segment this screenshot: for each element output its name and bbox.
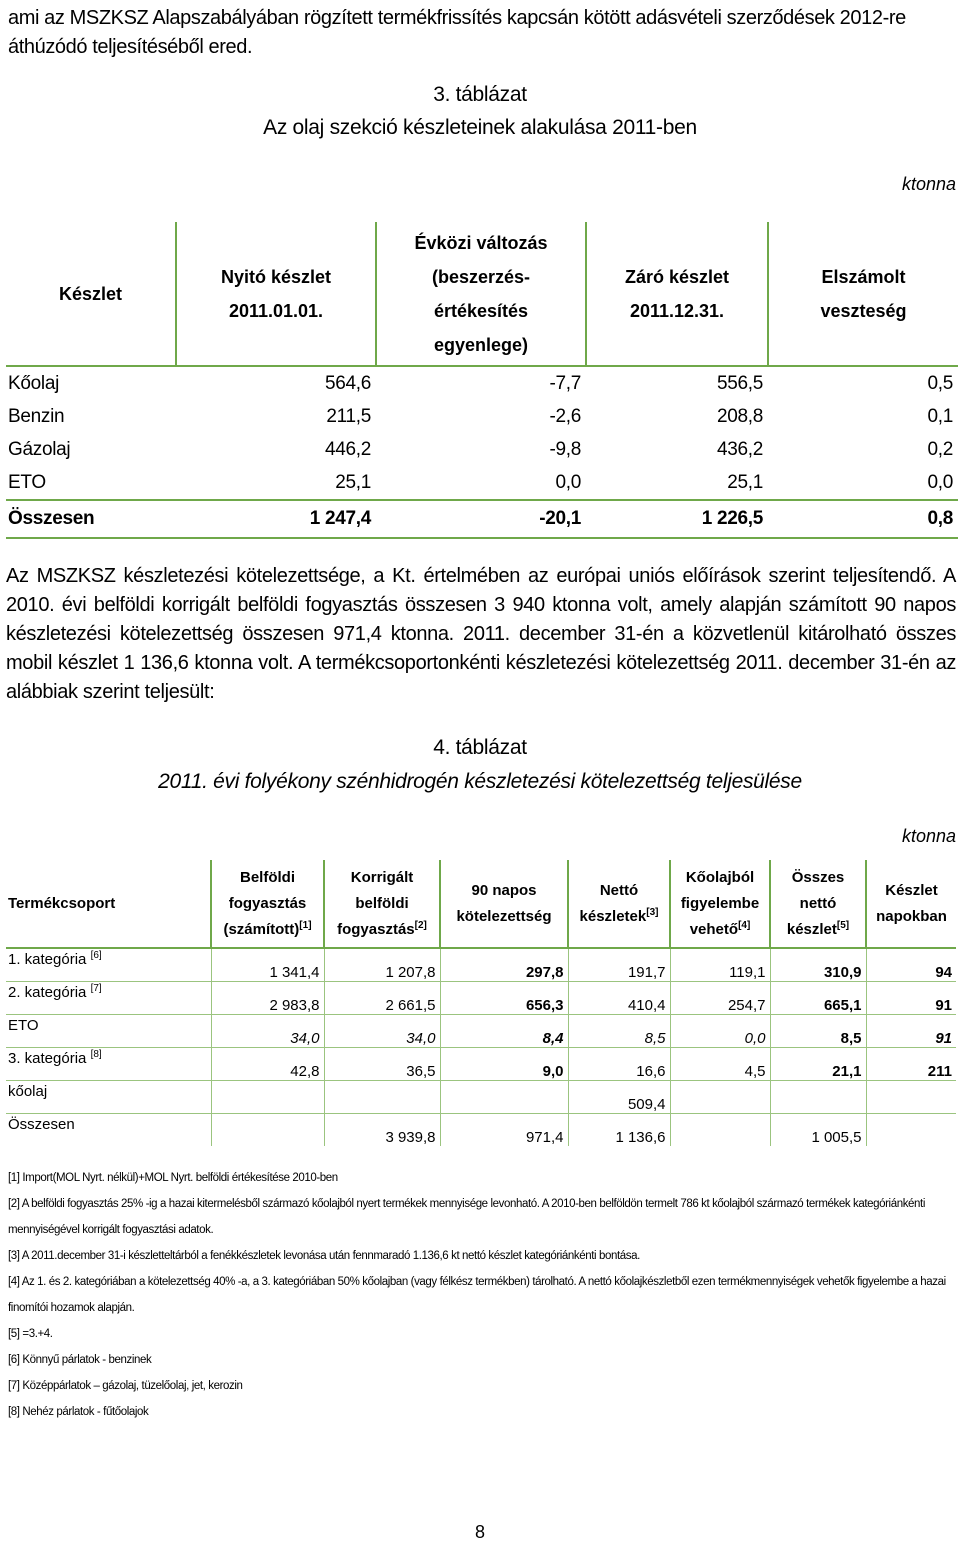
cell: 34,0: [211, 1015, 324, 1048]
cell: 410,4: [568, 982, 670, 1015]
row-label: kőolaj: [6, 1081, 211, 1114]
intro-paragraph: ami az MSZKSZ Alapszabályában rögzített termékfrissítés kapcsán kötött adásvételi szerződések 2012-re áthúzódó teljesítéséből ered.: [8, 7, 906, 58]
cell-opening: 25,1: [335, 471, 371, 493]
cell: 16,6: [568, 1048, 670, 1081]
row-label: Összesen: [6, 500, 176, 538]
cell: [670, 1114, 770, 1147]
row-label: Benzin: [8, 405, 65, 427]
footnote: [1] Import(MOL Nyrt. nélkül)+MOL Nyrt. belföldi értékesítése 2010-ben: [8, 1172, 338, 1184]
cell: 0,0: [670, 1015, 770, 1048]
table-row: [6, 366, 958, 400]
cell-closing: 436,2: [716, 438, 763, 460]
cell: 8,4: [440, 1015, 568, 1048]
table4-header-domestic: Belföldi fogyasztás (számított)[1]: [211, 860, 324, 948]
cell-closing: 208,8: [716, 405, 763, 427]
cell: 4,5: [670, 1048, 770, 1081]
table4-header-corrected: Korrigált belföldi fogyasztás[2]: [324, 860, 440, 948]
cell-closing: 25,1: [727, 471, 763, 493]
cell: [670, 1081, 770, 1114]
footnote: [2] A belföldi fogyasztás 25% -ig a hazai kitermelésből származó kőolajból nyert termékek mennyisége levonható. A 2010-ben belföldön termelt 786 kt kőolajból származó termékek kategóriánkénti mennyiségével korrigált fogyasztási adatok.: [8, 1198, 925, 1236]
cell: 211: [866, 1048, 956, 1081]
cell: 119,1: [670, 948, 770, 982]
footnote: [8] Nehéz párlatok - fűtőolajok: [8, 1406, 149, 1418]
cell: [440, 1081, 568, 1114]
table3-header-opening: Nyitó készlet 2011.01.01.: [176, 222, 376, 366]
body-paragraph: Az MSZKSZ készletezési kötelezettsége, a Kt. értelmében az európai uniós előírások szerint teljesítendő. A 2010. évi belföldi korrigált belföldi fogyasztás összesen 3 940 ktonna volt, amely alapján számított 90 napos készletezési kötelezettség összesen 971,4 ktonna. 2011. december 31-én a közvetlenül kitárolható összes mobil készlet 1 136,6 ktonna volt. A termékcsoportonkénti készletezési kötelezettség 2011. december 31-én az alábbiak szerint teljesült:: [6, 565, 956, 703]
cell: 9,0: [440, 1048, 568, 1081]
table-row: [6, 433, 958, 466]
row-label: 3. kategória [8]: [6, 1048, 211, 1081]
table4-unit: ktonna: [901, 826, 956, 846]
table3: [6, 222, 958, 539]
cell: 509,4: [568, 1081, 670, 1114]
cell: 254,7: [670, 982, 770, 1015]
cell-change: -9,8: [549, 438, 581, 460]
table3-unit: ktonna: [901, 174, 956, 194]
table3-header-stock: Készlet: [58, 283, 123, 304]
row-label: Kőolaj: [8, 372, 60, 394]
table-row: [6, 1048, 956, 1081]
table3-title: Az olaj szekció készleteinek alakulása 2011-ben: [263, 116, 697, 139]
table4-header-obligation: 90 napos kötelezettség: [440, 860, 568, 948]
table-row: [6, 1015, 956, 1048]
cell: 1 005,5: [770, 1114, 866, 1147]
table3-header-change: Évközi változás (beszerzés- értékesítés egyenlege): [376, 222, 586, 366]
footnote: [6] Könnyű párlatok - benzinek: [8, 1354, 152, 1366]
table-total-row: [6, 500, 958, 538]
cell: 297,8: [440, 948, 568, 982]
cell: 665,1: [770, 982, 866, 1015]
cell: [866, 1114, 956, 1147]
cell: 191,7: [568, 948, 670, 982]
cell: 21,1: [770, 1048, 866, 1081]
table4-header-days: Készlet napokban: [866, 860, 956, 948]
cell-change: -2,6: [549, 405, 581, 427]
footnote: [4] Az 1. és 2. kategóriában a kötelezettség 40% -a, a 3. kategóriában 50% kőolajban (vagy félkész termékben) tárolható. A nettó kőolajkészletből ezen termékmennyiségek vehetők figyelembe a hazai finomítói hozamok alapján.: [8, 1276, 946, 1314]
cell-change: -7,7: [549, 372, 581, 394]
cell: 3 939,8: [324, 1114, 440, 1147]
cell: 8,5: [568, 1015, 670, 1048]
table-row: [6, 466, 958, 500]
footnote: [3] A 2011.december 31-i készletteltárból a fenékkészletek levonása után fennmaradó 1.136,6 kt nettó készlet kategóriánkénti bontása.: [8, 1250, 640, 1262]
table3-header-closing: Záró készlet 2011.12.31.: [586, 222, 768, 366]
cell: 36,5: [324, 1048, 440, 1081]
cell-closing: 1 226,5: [586, 500, 768, 538]
footnote: [5] =3.+4.: [8, 1328, 53, 1340]
cell-opening: 446,2: [324, 438, 371, 460]
cell: 656,3: [440, 982, 568, 1015]
cell: 1 136,6: [568, 1114, 670, 1147]
footnote: [7] Középpárlatok – gázolaj, tüzelőolaj, jet, kerozin: [8, 1380, 243, 1392]
table-row: [6, 982, 956, 1015]
cell: 42,8: [211, 1048, 324, 1081]
table4-header-crude: Kőolajból figyelembe vehető[4]: [670, 860, 770, 948]
row-label: Összesen: [8, 1116, 75, 1133]
table3-header-loss: Elszámolt veszteség: [768, 222, 958, 366]
cell-opening: 564,6: [324, 372, 371, 394]
table4-number: 4. táblázat: [433, 736, 527, 759]
table-total-row: [6, 1114, 956, 1147]
cell-closing: 556,5: [716, 372, 763, 394]
cell-change: 0,0: [555, 471, 581, 493]
table-row: [6, 400, 958, 433]
table-row: [6, 948, 956, 982]
cell: 1 341,4: [211, 948, 324, 982]
cell-loss: 0,5: [927, 372, 953, 394]
row-label: 1. kategória [6]: [6, 948, 211, 982]
cell: [866, 1081, 956, 1114]
cell: 34,0: [324, 1015, 440, 1048]
table4-header-group: Termékcsoport: [8, 894, 116, 912]
table4-title: 2011. évi folyékony szénhidrogén készletezési kötelezettség teljesülése: [158, 770, 802, 793]
cell-loss: 0,2: [927, 438, 953, 460]
table3-number: 3. táblázat: [433, 83, 527, 106]
table-row: [6, 1081, 956, 1114]
cell-opening: 211,5: [326, 405, 371, 427]
cell: 94: [866, 948, 956, 982]
row-label: Gázolaj: [8, 438, 71, 460]
cell-change: -20,1: [376, 500, 586, 538]
cell: 2 661,5: [324, 982, 440, 1015]
row-label: ETO: [6, 1015, 211, 1048]
cell-loss: 0,8: [768, 500, 958, 538]
table4-header-total-net: Összes nettó készlet[5]: [770, 860, 866, 948]
row-label: 2. kategória [7]: [6, 982, 211, 1015]
cell: 971,4: [440, 1114, 568, 1147]
table4-header-net: Nettó készletek[3]: [568, 860, 670, 948]
cell: 91: [866, 1015, 956, 1048]
cell-loss: 0,0: [927, 471, 953, 493]
cell: 1 207,8: [324, 948, 440, 982]
cell: [211, 1114, 324, 1147]
cell: 8,5: [770, 1015, 866, 1048]
cell: 2 983,8: [211, 982, 324, 1015]
page-number: 8: [474, 1522, 485, 1542]
cell: 91: [866, 982, 956, 1015]
cell: [211, 1081, 324, 1114]
cell-opening: 1 247,4: [176, 500, 376, 538]
cell: [770, 1081, 866, 1114]
cell: 310,9: [770, 948, 866, 982]
cell: [324, 1081, 440, 1114]
row-label: ETO: [8, 471, 46, 493]
table4: [6, 860, 956, 1146]
cell-loss: 0,1: [927, 405, 953, 427]
footnotes: [8, 1165, 953, 1425]
